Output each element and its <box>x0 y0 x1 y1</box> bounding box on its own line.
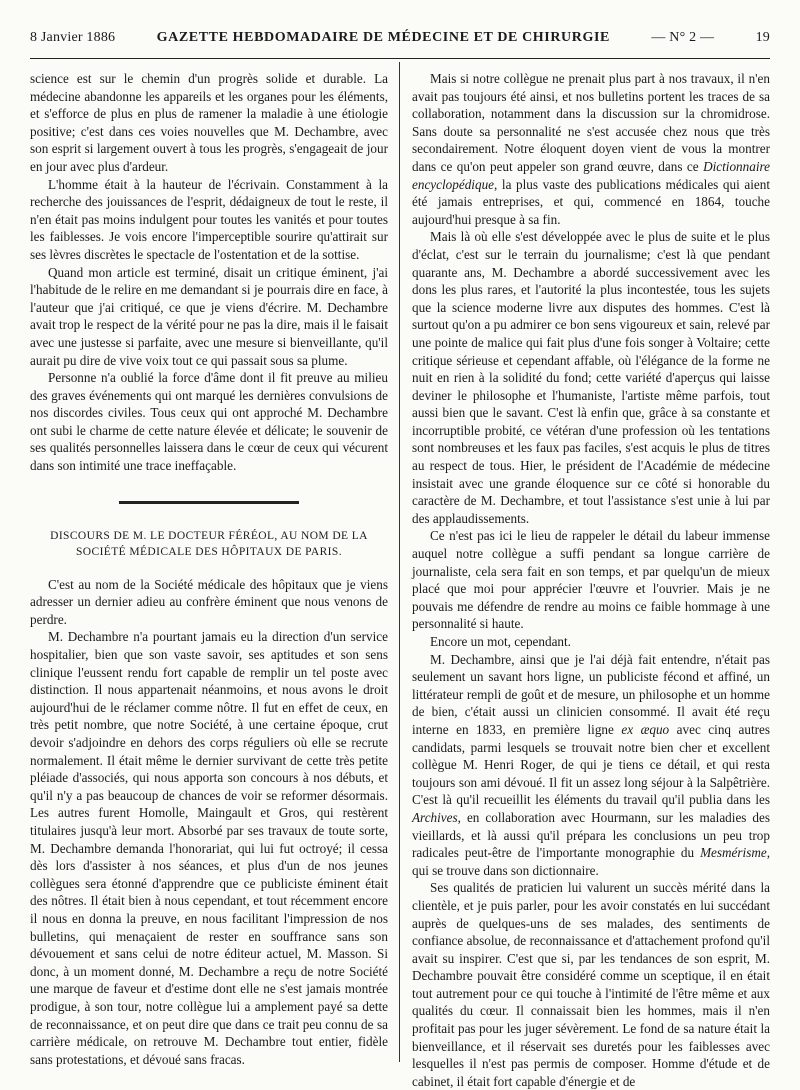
text-run: , la plus vaste des publications médicales qui aient été jamais entreprises, et qui, commencé en 1864, touche aujourd'hui presque à sa fin. <box>412 176 770 227</box>
column-divider <box>399 62 400 1062</box>
section-heading <box>30 528 388 560</box>
issue-number: — N° 2 — <box>651 30 715 45</box>
header-rule <box>30 58 770 59</box>
paragraph: Quand mon article est terminé, disait un critique éminent, j'ai l'habitude de le relire en me demandant si je pourrais dire en face, à l'auteur que j'ai critiqué, ce que je viens d'écrire. M. Dechambre avait trop le respect de la vérité pour ne pas la dire, mais il le faisait avec une justesse si parfaite, avec une mesure si bienveillante, qu'il aurait pu dire de vive voix tout ce qui passait sous sa plume. <box>30 264 388 368</box>
paragraph: Ses qualités de praticien lui valurent un succès mérité dans la clientèle, et je puis parler, pour les avoir constatés en lui succédant auprès de quelques-uns de ses malades, des sentiments de confiance absolue, de reconnaissance et d'attachement profond qu'il avait su inspirer. C'est que si, par les tendances de son esprit, M. Dechambre pouvait être considéré comme un sceptique, il en était tout autrement pour ce qui touche à l'intimité de l'être même et aux qualités du cœur. Il connaissait bien les hommes, mais il n'en profitait pas pour les juger sévèrement. Le fond de sa nature était la bienveillance, et il réservait ses duretés pour les faiblesses avec lesquelles il n'est pas permis de composer. Homme d'étude et de cabinet, il était fort capable d'énergie et de <box>412 880 770 1089</box>
italic-title: Archives <box>412 809 458 825</box>
page-header <box>30 30 770 46</box>
paragraph: Mais là où elle s'est développée avec le plus de suite et le plus d'éclat, c'est sur le terrain du journalisme; c'est là que pendant quarante ans, M. Dechambre a abordé successivement avec les dons les plus rares, et l'autorité la plus incontestée, tous les sujets que la science moderne livre aux disputes des hommes. C'est là surtout qu'on a pu admirer ce bon sens vigoureux et sain, relevé par une pointe de malice qui fait plus d'une fois songer à Voltaire; cette critique sérieuse et cependant affable, où l'élégance de la forme ne nuit en rien à la solidité du fond; cette variété d'aperçus qui laisse deviner le philosophe et l'humaniste, l'artiste même parfois, tout aussi bien que le savant. C'est là enfin que, grâce à sa constante et incorruptible probité, ce vétéran d'une profession où les tentations sont nombreuses et les faux pas faciles, s'est acquis le plus de titres au respect de tous. Hier, le président de l'Académie de médecine insistait avec une grande éloquence sur ce côté si honorable du caractère de M. Dechambre, et tout l'assistance s'est unie à lui par des applaudissements. <box>412 229 770 526</box>
paragraph: M. Dechambre n'a pourtant jamais eu la direction d'un service hospitalier, bien que son vaste savoir, ses aptitudes et son sens clinique l'eussent rendu fort capable de remplir un tel poste avec distinction. Il nous appartenait néanmoins, et nous avons le droit aujourd'hui de le réclamer comme nôtre. Il fut en effet de ceux, en très petit nombre, que notre Société, à une certaine époque, crut devoir s'adjoindre en dehors des corps réguliers où elle se recrute normalement. Il était même le dernier survivant de cette très petite pléiade d'associés, qui nous apporta son concours à nos débuts, et qu'il n'y a pas beaucoup de chances de voir se reformer désormais. Les autres furent Homolle, Maingault et Gros, qui restèrent titulaires jusqu'à leur mort. Absorbé par ses travaux de toute sorte, M. Dechambre demanda l'honorariat, qui lui fut octroyé; il cessa dès lors d'assister à nos séances, et plus d'un de nos jeunes collègues sera étonné d'apprendre que ce publiciste éminent était des nôtres. Il était bien à nous cependant, et tout récemment encore il nous en donna la preuve, en nous facilitant l'impression de nos bulletins, qui menaçaient de rester en souffrance sans son dévouement et sans celui de notre éditeur actuel, M. Masson. Si donc, à un moment donné, M. Dechambre a reçu de notre Société une marque de faveur et d'estime dont elle ne s'est jamais montrée prodigue, à son tour, notre collègue lui a amplement payé sa dette de reconnaissance, et on peut dire que dans ce trait peu connu de sa carrière médicale, on retrouve M. Dechambre tout entier, fidèle sans protestations, et dévoué sans fracas. <box>30 629 388 1067</box>
text-run: , qui se trouve dans son dictionnaire. <box>412 845 771 878</box>
paragraph: Encore un mot, cependant. <box>430 634 571 649</box>
italic-phrase: ex æquo <box>621 721 670 737</box>
paragraph: science est sur le chemin d'un progrès solide et durable. La médecine abandonne les appareils et les organes pour les éléments, et s'efforce de plus en plus de ramener la maladie à une étiologie positive; c'est dans ces voies nouvelles que M. Dechambre, avec son esprit si largement ouvert à tous les progrès, s'engageait de jour en jour avec plus d'ardeur. <box>30 71 388 174</box>
paragraph: Ce n'est pas ici le lieu de rappeler le détail du labeur immense auquel notre collègue a suffi pendant sa longue carrière de journaliste, cela sera fait en son temps, et par quelqu'un de mieux placé que moi pour apprécier l'œuvre et l'ouvrier. Mais je ne pouvais me défendre de rendre au moins ce faible hommage à une personnalité si haute. <box>412 528 770 632</box>
section-heading-line-2: SOCIÉTÉ MÉDICALE DES HÔPITAUX DE PARIS. <box>76 545 342 558</box>
italic-title: Mesmérisme <box>700 845 767 861</box>
text-run: , en collaboration avec Hourmann, sur les maladies des vieillards, et là aussi qu'il prépara les conclusions un peu trop radicales peut-être de l'importante monographie du <box>412 809 770 861</box>
paragraph <box>412 70 770 228</box>
left-column <box>30 70 388 1068</box>
journal-title: GAZETTE HEBDOMADAIRE DE MÉDECINE ET DE CHIRURGIE <box>156 30 610 45</box>
paragraph <box>412 651 770 880</box>
section-heading-line-1: DISCOURS DE M. LE DOCTEUR FÉRÉOL, AU NOM DE LA <box>50 529 368 542</box>
italic-title: Dictionnaire encyclopédique <box>412 158 770 192</box>
text-run: avec cinq autres candidats, parmi lesquels se trouvait notre bien cher et excellent collègue M. Henri Roger, de qui je tiens ce détail, et qui resta toujours son ami dévoué. Il fit un assez long séjour à la Salpêtrière. C'est là qu'il recueillit les éléments du travail qu'il publia dans les <box>412 721 770 808</box>
paragraph: L'homme était à la hauteur de l'écrivain. Constamment à la recherche des jouissances de l'esprit, dédaigneux de tout le reste, il n'en était pas moins indulgent pour toutes les vanités et pour toutes les faiblesses. Je vois encore l'imperceptible sourire qu'attirait sur ses lèvres discrètes le spectacle de l'ostentation et de la sottise. <box>30 176 388 262</box>
section-separator <box>119 501 299 504</box>
paragraph: C'est au nom de la Société médicale des hôpitaux que je viens adresser un dernier adieu au confrère éminent que nous venons de perdre. <box>30 576 388 627</box>
header-date: 8 Janvier 1886 <box>30 30 116 45</box>
text-run: Mais si notre collègue ne prenait plus part à nos travaux, il n'en avait pas toujours été ainsi, et nos bulletins portent les traces de sa collaboration, notamment dans la discussion sur la chromidrose. Sans doute sa personnalité ne s'est accusée chez nous que très secondairement. Notre éloquent doyen vient de vous la montrer dans ce qu'on peut appeler son grand œuvre, dans ce <box>412 71 770 174</box>
text-run: M. Dechambre, ainsi que je l'ai déjà fait entendre, n'était pas seulement un savant hors ligne, un publiciste fécond et affiné, un littérateur rempli de goût et de mesure, un philosophe et un homme de bien, c'était aussi un clinicien consommé. Il avait été reçu interne en 1833, en première ligne <box>412 651 770 737</box>
paragraph: Personne n'a oublié la force d'âme dont il fit preuve au milieu des graves événements qui ont marqué les dernières convulsions de nos discordes civiles. Tous ceux qui ont approché M. Dechambre ont subi le charme de cette nature élevée et délicate; le souvenir de ses qualités personnelles laissera dans le cœur de ceux qui vécurent dans son intimité une trace ineffaçable. <box>30 370 388 474</box>
page-number: 19 <box>755 30 770 45</box>
right-column <box>412 70 770 1090</box>
